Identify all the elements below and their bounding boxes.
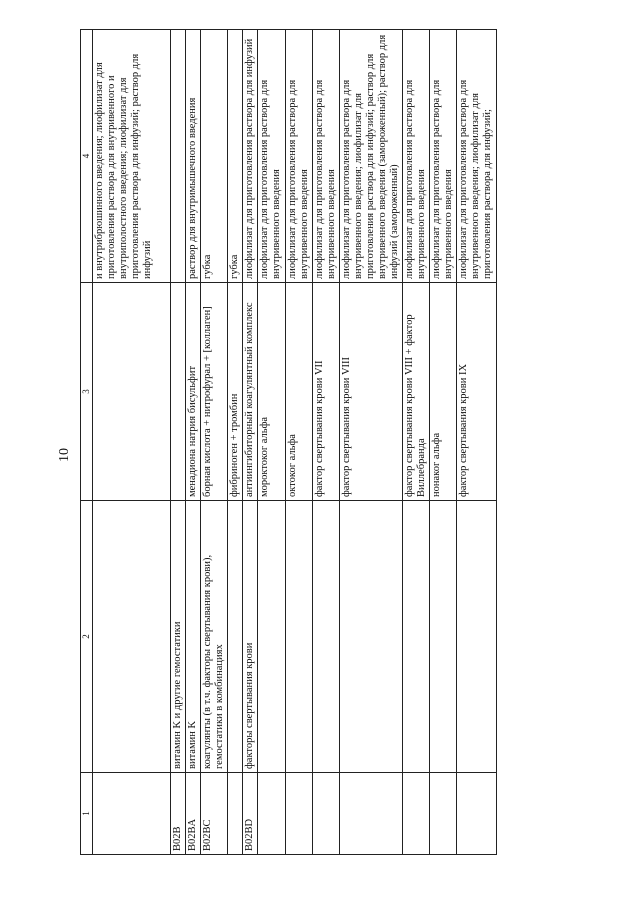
table-row — [171, 30, 186, 855]
dosage-form-cell: лиофилизат для приготовления раствора для внутривенного введения; лиофилизат для приготовления раствора для инфузий; — [457, 30, 496, 283]
table-header-row — [81, 30, 93, 855]
group-cell: витамин K — [186, 501, 201, 773]
column-number: 2 — [81, 501, 93, 773]
substance-cell: фактор свертывания крови VII — [312, 283, 339, 501]
table-row — [228, 30, 243, 855]
table-row — [243, 30, 258, 855]
dosage-form-cell: и внутрибрюшинного введения; лиофилизат для приготовления раствора для внутривенного и внутриполостного введения; лиофилизат для приготовления раствора для инфузий; раствор для инфузий — [93, 30, 171, 283]
substance-cell: фактор свертывания крови VIII — [339, 283, 402, 501]
substance-cell: фактор свертывания крови VIII + фактор Виллебранда — [403, 283, 430, 501]
dosage-form-cell: лиофилизат для приготовления раствора для внутривенного введения — [430, 30, 457, 283]
table-row — [339, 30, 402, 855]
table-row — [457, 30, 496, 855]
table-row — [403, 30, 430, 855]
substance-cell: фактор свертывания крови IX — [457, 283, 496, 501]
substance-cell: нонаког альфа — [430, 283, 457, 501]
dosage-form-cell: раствор для внутримышечного введения — [186, 30, 201, 283]
table-row — [93, 30, 171, 855]
column-number: 3 — [81, 283, 93, 501]
atc-code-cell: B02BC — [201, 773, 228, 855]
group-cell: коагулянты (в т.ч. факторы свертывания крови), гемостатики в комбинациях — [201, 501, 228, 773]
dosage-form-cell: лиофилизат для приготовления раствора для внутривенного введения — [285, 30, 312, 283]
substance-cell: фибриноген + тромбин — [228, 283, 243, 501]
dosage-form-cell: лиофилизат для приготовления раствора для внутривенного введения — [258, 30, 285, 283]
dosage-form-cell: лиофилизат для приготовления раствора для внутривенного введения — [403, 30, 430, 283]
substance-cell: октоког альфа — [285, 283, 312, 501]
substance-cell: мороктоког альфа — [258, 283, 285, 501]
substance-cell: борная кислота + нитрофурал + [коллаген] — [201, 283, 228, 501]
dosage-form-cell: лиофилизат для приготовления раствора для инфузий — [243, 30, 258, 283]
dosage-form-cell: лиофилизат для приготовления раствора для внутривенного введения — [312, 30, 339, 283]
column-number: 4 — [81, 30, 93, 283]
atc-code-cell: B02B — [171, 773, 186, 855]
column-number: 1 — [81, 773, 93, 855]
atc-code-cell: B02BA — [186, 773, 201, 855]
page-number: 10 — [57, 448, 72, 462]
group-cell: витамин K и другие гемостатики — [171, 501, 186, 773]
drug-table — [80, 29, 497, 855]
table-row — [285, 30, 312, 855]
table-row — [186, 30, 201, 855]
rotated-table-wrapper — [80, 30, 585, 855]
table-row — [201, 30, 228, 855]
dosage-form-cell: губка — [201, 30, 228, 283]
substance-cell: антиингибиторный коагулянтный комплекс — [243, 283, 258, 501]
table-row — [258, 30, 285, 855]
substance-cell: менадиона натрия бисульфит — [186, 283, 201, 501]
atc-code-cell: B02BD — [243, 773, 258, 855]
dosage-form-cell: губка — [228, 30, 243, 283]
dosage-form-cell: лиофилизат для приготовления раствора для внутривенного введения; лиофилизат для приготовления раствора для инфузий; раствор для внутривенного введения (замороженный); раствор для инфузий (замороженный) — [339, 30, 402, 283]
table-row — [430, 30, 457, 855]
table-row — [312, 30, 339, 855]
group-cell: факторы свертывания крови — [243, 501, 258, 773]
